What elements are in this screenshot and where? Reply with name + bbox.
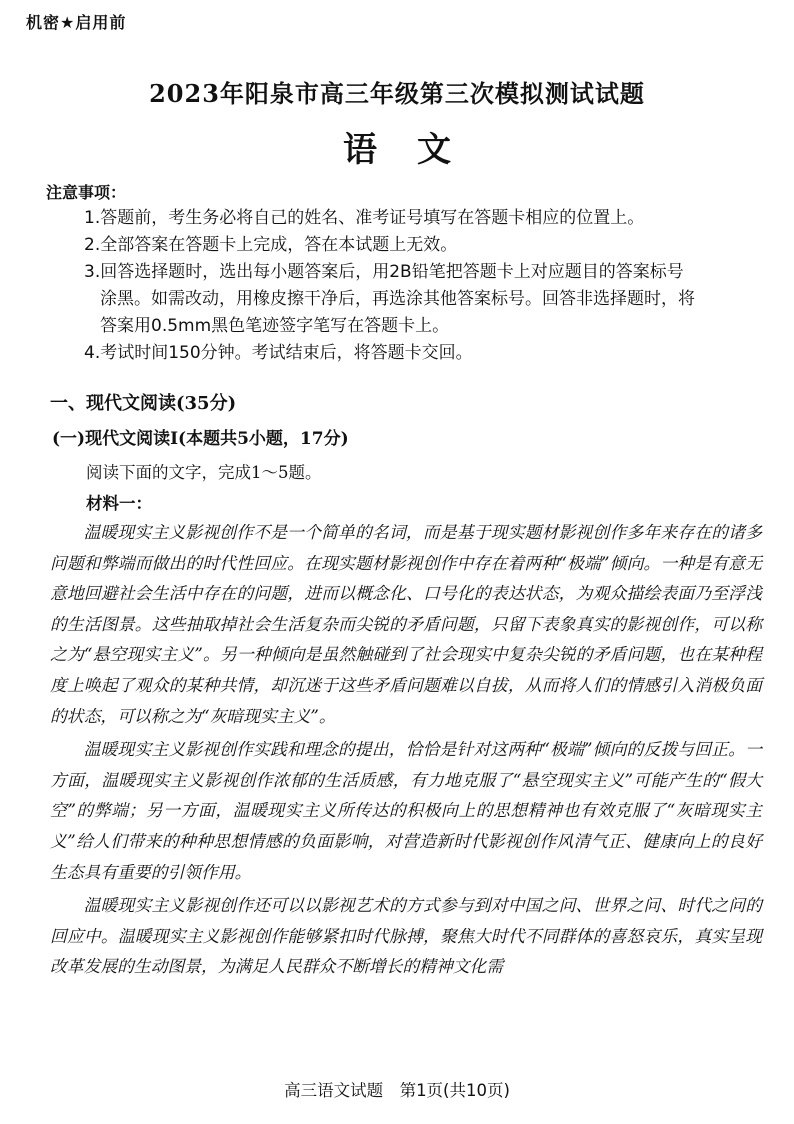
notice-item-continued: 涂黑。如需改动，用橡皮擦干净后，再选涂其他答案标号。回答非选择题时，将 [100, 289, 695, 309]
exam-title: 2023年阳泉市高三年级第三次模拟测试试题 [149, 79, 645, 108]
section-heading: 一、现代文阅读(35分) [50, 393, 237, 414]
passage-paragraph: 温暖现实主义影视创作不是一个简单的名词，而是基于现实题材影视创作多年来存在的诸多问题和弊端而做出的时代性回应。在现实题材影视创作中存在着两种“极端”倾向。一种是有意无意地回避社会生活中存在的问题，进而以概念化、口号化的表达状态，为观众描绘表面乃至浮浅的生活图景。这些抽取掉社会生活复杂而尖锐的矛盾问题，只留下表象真实的影视创作，可以称之为“悬空现实主义”。另一种倾向是虽然触碰到了社会现实中复杂尖锐的矛盾问题，也在某种程度上唤起了观众的某种共情，却沉迷于这些矛盾问题难以自拔，从而将人们的情感引入消极负面的状态，可以称之为“灰暗现实主义”。 [50, 522, 762, 726]
passage-paragraph: 温暖现实主义影视创作实践和理念的提出，恰恰是针对这两种“极端”倾向的反拨与回正。一方面，温暖现实主义影视创作浓郁的生活质感，有力地克服了“悬空现实主义”可能产生的“假大空”的弊端；另一方面，温暖现实主义所传达的积极向上的思想精神也有效克服了“灰暗现实主义”给人们带来的种种思想情感的负面影响，对营造新时代影视创作风清气正、健康向上的良好生态具有重要的引领作用。 [50, 739, 762, 882]
notice-item: 1.答题前，考生务必将自己的姓名、准考证号填写在答题卡相应的位置上。 [84, 208, 645, 228]
subject-title: 语文 [343, 130, 491, 170]
notice-item: 4.考试时间150分钟。考试结束后，将答题卡交回。 [84, 343, 473, 363]
reading-instruction: 阅读下面的文字，完成1～5题。 [86, 463, 322, 482]
confidential-mark: 机密★启用前 [26, 13, 127, 32]
notice-item-continued: 答案用0.5mm黑色笔迹签字笔写在答题卡上。 [100, 316, 450, 336]
subsection-heading: (一)现代文阅读Ⅰ(本题共5小题，17分) [52, 429, 349, 449]
passage-paragraph: 温暖现实主义影视创作还可以以影视艺术的方式参与到对中国之问、世界之问、时代之问的回应中。温暖现实主义影视创作能够紧扣时代脉搏，聚焦大时代不同群体的喜怒哀乐，真实呈现改革发展的生动图景，为满足人民群众不断增长的精神文化需 [50, 895, 762, 977]
material-label: 材料一： [86, 494, 152, 513]
notice-list [84, 205, 764, 367]
notice-item: 2.全部答案在答题卡上完成，答在本试题上无效。 [84, 235, 458, 255]
notice-heading: 注意事项： [46, 183, 127, 202]
reading-passage [50, 517, 762, 985]
notice-item: 3.回答选择题时，选出每小题答案后，用2B铅笔把答题卡上对应题目的答案标号 [84, 262, 684, 282]
page-footer: 高三语文试题 第1页(共10页) [284, 1081, 510, 1100]
